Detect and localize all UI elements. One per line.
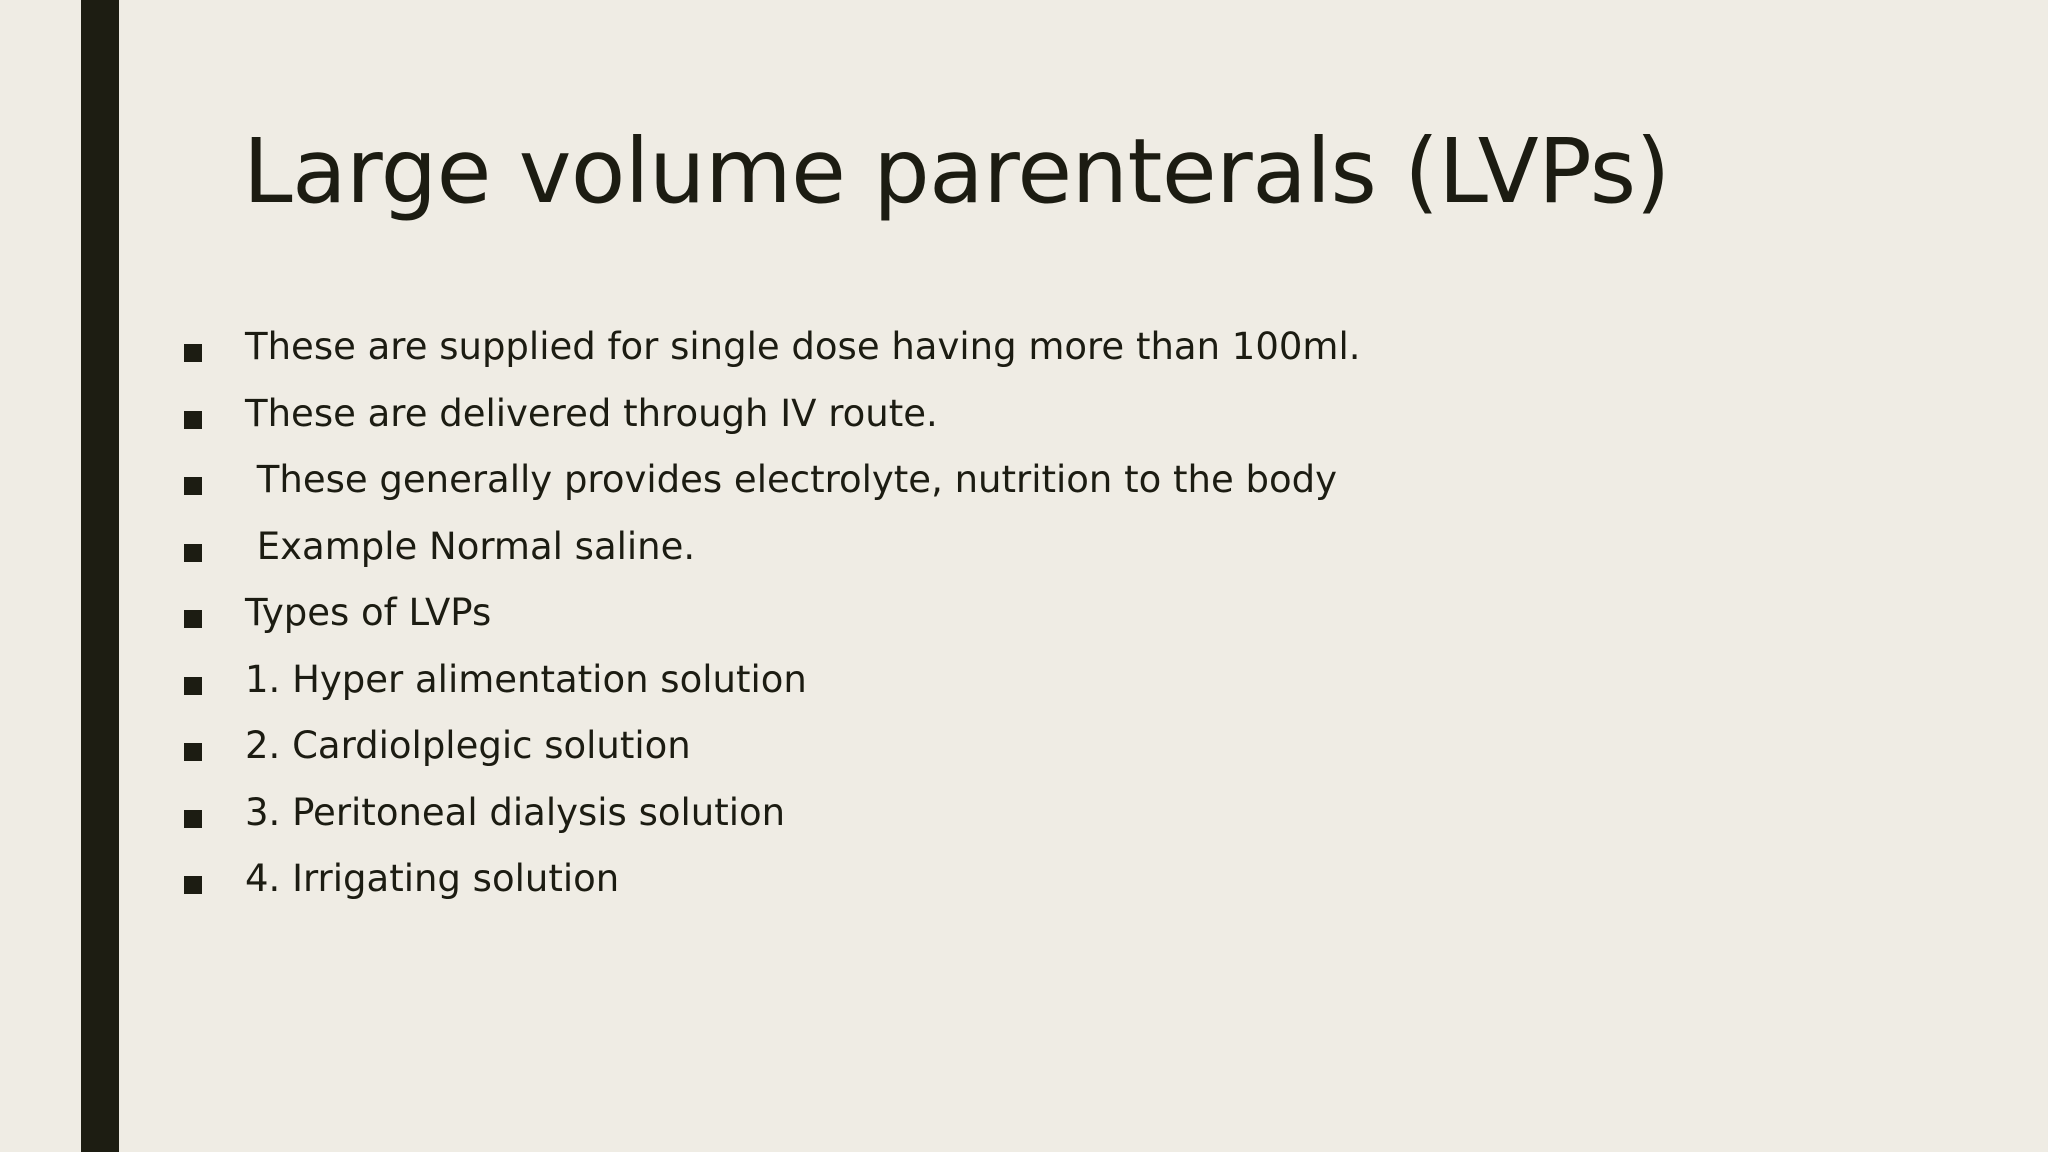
list-item bbox=[0, 713, 2048, 780]
square-bullet-icon bbox=[184, 610, 202, 628]
square-bullet-icon bbox=[184, 544, 202, 562]
square-bullet-icon bbox=[184, 411, 202, 429]
bullet-text: 2. Cardiolplegic solution bbox=[245, 724, 691, 767]
square-bullet-icon bbox=[184, 677, 202, 695]
bullet-text: These generally provides electrolyte, nutrition to the body bbox=[245, 458, 1338, 501]
list-item bbox=[0, 780, 2048, 847]
list-item bbox=[0, 514, 2048, 581]
square-bullet-icon bbox=[184, 344, 202, 362]
bullet-text: Types of LVPs bbox=[245, 591, 492, 634]
bullet-text: 3. Peritoneal dialysis solution bbox=[245, 790, 786, 834]
bullet-text: These are supplied for single dose having more than 100ml. bbox=[245, 325, 1361, 368]
bullet-text: These are delivered through IV route. bbox=[245, 391, 938, 435]
bullet-text: 4. Irrigating solution bbox=[245, 857, 620, 900]
list-item bbox=[0, 381, 2048, 448]
square-bullet-icon bbox=[184, 743, 202, 761]
list-item bbox=[0, 580, 2048, 647]
list-item bbox=[0, 447, 2048, 514]
square-bullet-icon bbox=[184, 810, 202, 828]
list-item bbox=[0, 647, 2048, 714]
square-bullet-icon bbox=[184, 477, 202, 495]
list-item bbox=[0, 846, 2048, 913]
slide-title: Large volume parenterals (LVPs) bbox=[243, 119, 1670, 223]
square-bullet-icon bbox=[184, 876, 202, 894]
list-item bbox=[0, 314, 2048, 381]
bullet-list bbox=[0, 314, 2048, 913]
bullet-text: Example Normal saline. bbox=[245, 524, 696, 568]
bullet-text: 1. Hyper alimentation solution bbox=[245, 657, 807, 701]
